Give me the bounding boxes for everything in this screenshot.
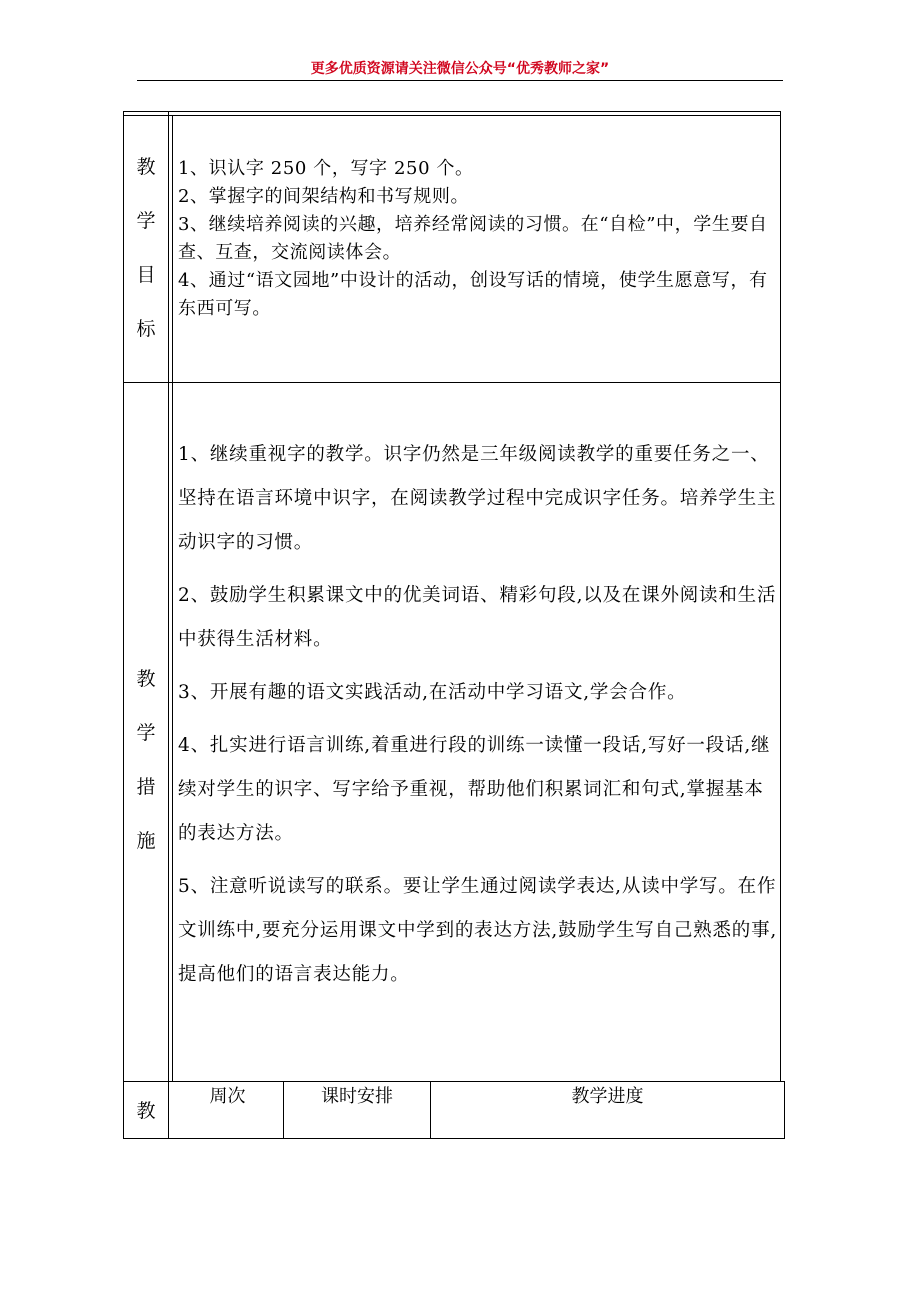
goal-item: 1、识认字 250 个，写字 250 个。 <box>178 158 474 179</box>
page-header: 更多优质资源请关注微信公众号“优秀教师之家” <box>310 61 610 77</box>
header-rule <box>137 80 783 81</box>
measures-label-char: 施 <box>136 830 156 852</box>
measures-label-char: 学 <box>136 722 156 744</box>
measure-item: 4、扎实进行语言训练,着重进行段的训练一读懂一段话,写好一段话,继续对学生的识字、写字给予重视，帮助他们积累词汇和句式,掌握基本的表达方法。 <box>178 735 771 844</box>
goals-label-char: 学 <box>136 210 156 232</box>
goals-label-char: 标 <box>136 318 156 340</box>
goals-content <box>178 155 778 323</box>
goal-item: 2、掌握字的间架结构和书写规则。 <box>178 186 470 207</box>
column-header-progress: 教学进度 <box>571 1086 644 1107</box>
column-header-week: 周次 <box>209 1086 246 1107</box>
measures-label-char: 措 <box>136 776 156 798</box>
goals-label-char: 目 <box>136 264 156 286</box>
column-header-lessons: 课时安排 <box>321 1086 393 1107</box>
measure-item: 5、注意听说读写的联系。要让学生通过阅读学表达,从读中学写。在作文训练中,要充分运用课文中学到的表达方法,鼓励学生写自己熟悉的事,提高他们的语言表达能力。 <box>178 876 778 985</box>
goal-item: 4、通过“语文园地”中设计的活动，创设写话的情境，使学生愿意写，有东西可写。 <box>178 270 768 319</box>
measure-item: 3、开展有趣的语文实践活动,在活动中学习语文,学会合作。 <box>178 682 687 703</box>
measures-label-char: 教 <box>136 668 156 690</box>
goals-label-char: 教 <box>136 156 156 178</box>
measure-item: 2、鼓励学生积累课文中的优美词语、精彩句段,以及在课外阅读和生活中获得生活材料。 <box>178 585 777 650</box>
goal-item: 3、继续培养阅读的兴趣，培养经常阅读的习惯。在“自检”中，学生要自查、互查，交流阅读体会。 <box>178 214 768 263</box>
measures-content <box>178 433 778 1006</box>
measure-item: 1、继续重视字的教学。识字仍然是三年级阅读教学的重要任务之一、坚持在语言环境中识字，在阅读教学过程中完成识字任务。培养学生主动识字的习惯。 <box>178 444 777 553</box>
schedule-label-char: 教 <box>136 1100 156 1122</box>
